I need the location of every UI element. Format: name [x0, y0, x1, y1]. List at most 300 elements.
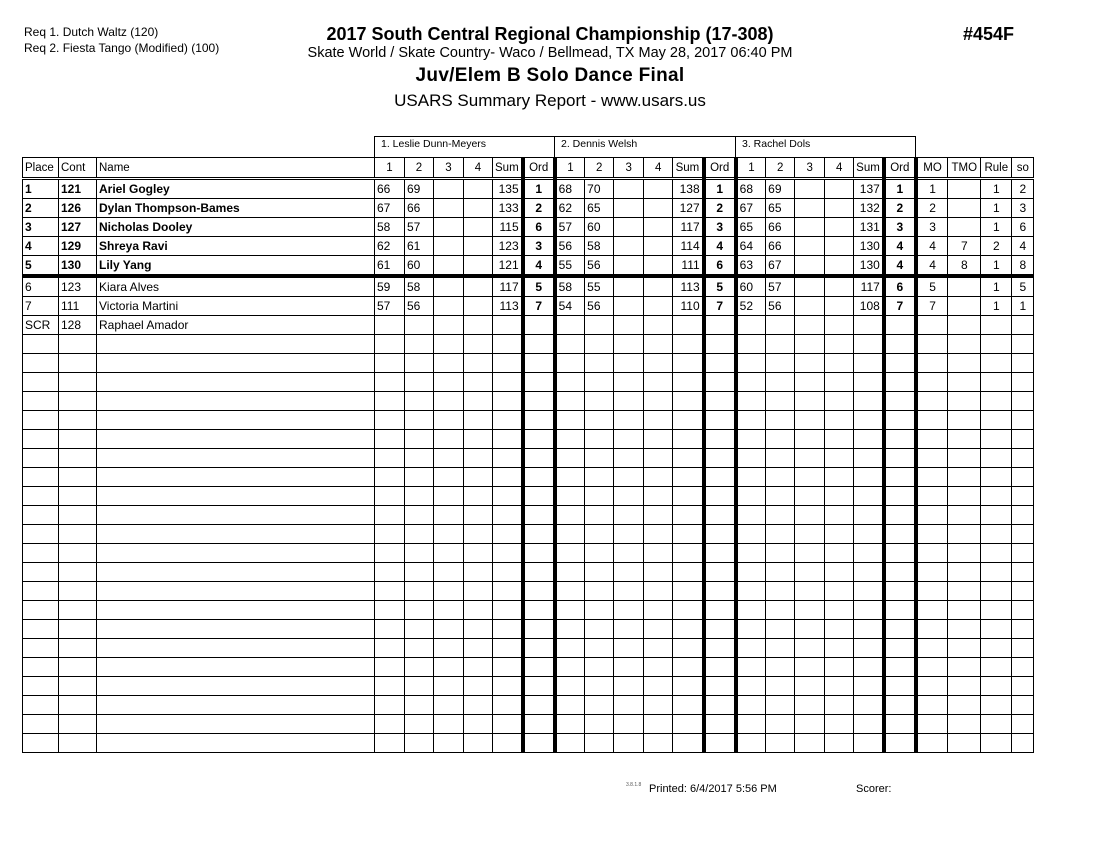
- empty-cell: [555, 411, 585, 430]
- judge-2-sum: [673, 316, 704, 335]
- empty-cell: [704, 544, 736, 563]
- empty-cell: [884, 601, 916, 620]
- empty-cell: [585, 620, 614, 639]
- empty-cell: [916, 354, 948, 373]
- judge-2-score-2: [585, 316, 614, 335]
- empty-cell: [523, 468, 555, 487]
- empty-cell: [555, 582, 585, 601]
- empty-cell: [766, 696, 795, 715]
- empty-cell: [644, 392, 673, 411]
- empty-row: [23, 734, 1034, 753]
- empty-cell: [23, 449, 59, 468]
- empty-cell: [23, 582, 59, 601]
- empty-cell: [614, 639, 644, 658]
- judge-3-score-2: 65: [766, 199, 795, 218]
- empty-cell: [464, 620, 493, 639]
- judge-3-score-2: 67: [766, 256, 795, 277]
- empty-cell: [981, 715, 1012, 734]
- empty-cell: [555, 449, 585, 468]
- col-j1-s3: 3: [434, 158, 464, 179]
- empty-cell: [493, 658, 523, 677]
- empty-cell: [59, 601, 97, 620]
- judge-3-score-4: [825, 256, 854, 277]
- empty-row: [23, 563, 1034, 582]
- empty-cell: [825, 487, 854, 506]
- empty-cell: [884, 392, 916, 411]
- empty-cell: [704, 601, 736, 620]
- empty-cell: [614, 335, 644, 354]
- empty-cell: [614, 601, 644, 620]
- empty-cell: [59, 468, 97, 487]
- mo-cell: 4: [916, 256, 948, 277]
- empty-cell: [523, 354, 555, 373]
- judge-3-score-2: 66: [766, 218, 795, 237]
- empty-cell: [585, 601, 614, 620]
- judge-3-score-3: [795, 297, 825, 316]
- judge-3-score-3: [795, 276, 825, 297]
- col-j3-s3: 3: [795, 158, 825, 179]
- mo-cell: 4: [916, 237, 948, 256]
- empty-cell: [434, 430, 464, 449]
- empty-cell: [585, 639, 614, 658]
- so-cell: 6: [1012, 218, 1034, 237]
- empty-cell: [948, 506, 981, 525]
- judge-2-ordinal: 3: [704, 218, 736, 237]
- empty-cell: [405, 601, 434, 620]
- empty-cell: [59, 734, 97, 753]
- empty-cell: [644, 601, 673, 620]
- empty-cell: [97, 335, 375, 354]
- empty-cell: [434, 335, 464, 354]
- empty-cell: [464, 487, 493, 506]
- empty-cell: [464, 430, 493, 449]
- empty-cell: [493, 620, 523, 639]
- empty-cell: [23, 411, 59, 430]
- judge-1-ordinal: 1: [523, 179, 555, 199]
- empty-cell: [405, 335, 434, 354]
- empty-cell: [464, 354, 493, 373]
- empty-cell: [916, 563, 948, 582]
- judge-3-score-1: 67: [736, 199, 766, 218]
- empty-cell: [854, 449, 884, 468]
- empty-cell: [585, 677, 614, 696]
- empty-cell: [97, 392, 375, 411]
- empty-cell: [884, 715, 916, 734]
- judge-3-score-3: [795, 199, 825, 218]
- judge-3-sum: 132: [854, 199, 884, 218]
- judge-3-sum: 130: [854, 256, 884, 277]
- empty-cell: [555, 601, 585, 620]
- empty-cell: [614, 506, 644, 525]
- empty-cell: [614, 354, 644, 373]
- empty-cell: [59, 696, 97, 715]
- judge-3-header: 3. Rachel Dols: [735, 136, 916, 157]
- empty-cell: [614, 430, 644, 449]
- judge-2-sum: 110: [673, 297, 704, 316]
- judge-1-score-4: [464, 316, 493, 335]
- empty-cell: [884, 544, 916, 563]
- empty-cell: [97, 468, 375, 487]
- empty-cell: [464, 658, 493, 677]
- empty-cell: [948, 582, 981, 601]
- so-cell: 1: [1012, 297, 1034, 316]
- col-j2-s2: 2: [585, 158, 614, 179]
- table-row: [23, 316, 1034, 335]
- col-j2-sum: Sum: [673, 158, 704, 179]
- empty-cell: [854, 392, 884, 411]
- empty-cell: [916, 525, 948, 544]
- rule-cell: 1: [981, 276, 1012, 297]
- empty-cell: [23, 430, 59, 449]
- so-cell: [1012, 316, 1034, 335]
- empty-cell: [884, 620, 916, 639]
- judge-3-score-4: [825, 276, 854, 297]
- empty-cell: [375, 373, 405, 392]
- judge-2-sum: 138: [673, 179, 704, 199]
- empty-cell: [948, 544, 981, 563]
- empty-cell: [493, 582, 523, 601]
- empty-cell: [555, 430, 585, 449]
- empty-cell: [1012, 658, 1034, 677]
- empty-cell: [948, 620, 981, 639]
- empty-cell: [981, 734, 1012, 753]
- empty-cell: [405, 582, 434, 601]
- empty-cell: [523, 658, 555, 677]
- empty-row: [23, 677, 1034, 696]
- empty-cell: [585, 487, 614, 506]
- empty-cell: [59, 563, 97, 582]
- empty-cell: [704, 525, 736, 544]
- judge-2-score-2: 55: [585, 276, 614, 297]
- judge-3-score-4: [825, 316, 854, 335]
- empty-cell: [795, 392, 825, 411]
- empty-cell: [59, 544, 97, 563]
- empty-cell: [916, 449, 948, 468]
- empty-cell: [795, 582, 825, 601]
- mo-cell: 1: [916, 179, 948, 199]
- empty-cell: [854, 525, 884, 544]
- empty-cell: [23, 696, 59, 715]
- empty-cell: [981, 430, 1012, 449]
- empty-cell: [59, 677, 97, 696]
- empty-cell: [644, 563, 673, 582]
- empty-cell: [555, 620, 585, 639]
- empty-cell: [884, 335, 916, 354]
- empty-cell: [825, 715, 854, 734]
- empty-cell: [97, 620, 375, 639]
- empty-cell: [825, 601, 854, 620]
- empty-cell: [405, 449, 434, 468]
- empty-cell: [23, 715, 59, 734]
- empty-cell: [614, 373, 644, 392]
- tmo-cell: [948, 316, 981, 335]
- empty-cell: [405, 563, 434, 582]
- empty-cell: [1012, 392, 1034, 411]
- empty-cell: [375, 525, 405, 544]
- empty-cell: [854, 544, 884, 563]
- col-j1-s2: 2: [405, 158, 434, 179]
- judge-1-score-4: [464, 237, 493, 256]
- empty-cell: [825, 335, 854, 354]
- judge-1-ordinal: 2: [523, 199, 555, 218]
- empty-cell: [644, 582, 673, 601]
- empty-cell: [766, 487, 795, 506]
- judge-2-score-4: [644, 256, 673, 277]
- judge-1-score-2: 60: [405, 256, 434, 277]
- empty-cell: [854, 601, 884, 620]
- empty-cell: [464, 449, 493, 468]
- empty-cell: [614, 734, 644, 753]
- judge-1-ordinal: 3: [523, 237, 555, 256]
- empty-cell: [555, 734, 585, 753]
- empty-cell: [405, 544, 434, 563]
- empty-cell: [981, 544, 1012, 563]
- rule-cell: [981, 316, 1012, 335]
- empty-row: [23, 715, 1034, 734]
- judge-2-score-4: [644, 297, 673, 316]
- empty-cell: [854, 734, 884, 753]
- empty-cell: [23, 544, 59, 563]
- empty-cell: [585, 449, 614, 468]
- empty-cell: [736, 582, 766, 601]
- empty-cell: [614, 620, 644, 639]
- empty-cell: [766, 658, 795, 677]
- empty-cell: [916, 677, 948, 696]
- empty-cell: [704, 658, 736, 677]
- name-cell: Nicholas Dooley: [97, 218, 375, 237]
- judge-2-ordinal: [704, 316, 736, 335]
- empty-cell: [644, 335, 673, 354]
- empty-cell: [434, 525, 464, 544]
- judge-1-score-1: 59: [375, 276, 405, 297]
- judge-1-ordinal: 4: [523, 256, 555, 277]
- empty-cell: [375, 354, 405, 373]
- empty-cell: [614, 468, 644, 487]
- empty-cell: [825, 620, 854, 639]
- empty-cell: [736, 468, 766, 487]
- empty-cell: [948, 335, 981, 354]
- empty-cell: [916, 639, 948, 658]
- empty-cell: [644, 354, 673, 373]
- empty-cell: [981, 601, 1012, 620]
- table-row: [23, 297, 1034, 316]
- empty-cell: [795, 601, 825, 620]
- empty-cell: [736, 658, 766, 677]
- empty-cell: [434, 563, 464, 582]
- empty-cell: [644, 506, 673, 525]
- empty-cell: [1012, 506, 1034, 525]
- empty-cell: [673, 430, 704, 449]
- empty-cell: [523, 392, 555, 411]
- judge-3-score-4: [825, 199, 854, 218]
- printed-timestamp: Printed: 6/4/2017 5:56 PM: [649, 783, 777, 795]
- empty-cell: [884, 487, 916, 506]
- empty-cell: [981, 392, 1012, 411]
- empty-cell: [1012, 601, 1034, 620]
- col-place: Place: [23, 158, 59, 179]
- empty-cell: [464, 506, 493, 525]
- judge-3-score-2: [766, 316, 795, 335]
- judge-1-header: 1. Leslie Dunn-Meyers: [374, 136, 555, 157]
- so-cell: 3: [1012, 199, 1034, 218]
- empty-cell: [795, 468, 825, 487]
- empty-cell: [585, 525, 614, 544]
- empty-cell: [405, 734, 434, 753]
- judge-1-sum: [493, 316, 523, 335]
- empty-cell: [981, 696, 1012, 715]
- empty-cell: [493, 563, 523, 582]
- empty-cell: [884, 468, 916, 487]
- empty-cell: [555, 658, 585, 677]
- empty-cell: [405, 354, 434, 373]
- empty-cell: [97, 677, 375, 696]
- empty-cell: [1012, 582, 1034, 601]
- empty-cell: [523, 525, 555, 544]
- empty-cell: [948, 563, 981, 582]
- empty-cell: [493, 696, 523, 715]
- place-cell: 1: [23, 179, 59, 199]
- empty-cell: [704, 677, 736, 696]
- judge-3-score-1: 63: [736, 256, 766, 277]
- empty-cell: [766, 715, 795, 734]
- empty-cell: [854, 563, 884, 582]
- place-cell: 2: [23, 199, 59, 218]
- empty-cell: [1012, 335, 1034, 354]
- empty-cell: [375, 487, 405, 506]
- empty-cell: [795, 506, 825, 525]
- empty-cell: [375, 468, 405, 487]
- empty-cell: [375, 430, 405, 449]
- empty-cell: [704, 373, 736, 392]
- empty-cell: [23, 639, 59, 658]
- judge-1-sum: 133: [493, 199, 523, 218]
- judge-2-ordinal: 7: [704, 297, 736, 316]
- empty-cell: [884, 354, 916, 373]
- cont-cell: 128: [59, 316, 97, 335]
- empty-cell: [981, 677, 1012, 696]
- judge-1-score-3: [434, 297, 464, 316]
- empty-cell: [523, 506, 555, 525]
- empty-cell: [704, 734, 736, 753]
- empty-cell: [614, 487, 644, 506]
- empty-cell: [825, 677, 854, 696]
- empty-cell: [405, 468, 434, 487]
- empty-cell: [614, 392, 644, 411]
- judge-2-ordinal: 4: [704, 237, 736, 256]
- empty-cell: [766, 563, 795, 582]
- empty-cell: [916, 411, 948, 430]
- empty-cell: [825, 411, 854, 430]
- empty-cell: [825, 506, 854, 525]
- empty-cell: [916, 601, 948, 620]
- name-cell: Raphael Amador: [97, 316, 375, 335]
- empty-cell: [555, 696, 585, 715]
- empty-cell: [434, 373, 464, 392]
- empty-cell: [948, 430, 981, 449]
- empty-cell: [673, 734, 704, 753]
- tmo-cell: [948, 218, 981, 237]
- empty-cell: [493, 411, 523, 430]
- empty-cell: [585, 468, 614, 487]
- cont-cell: 121: [59, 179, 97, 199]
- empty-cell: [673, 392, 704, 411]
- empty-cell: [948, 487, 981, 506]
- col-j1-sum: Sum: [493, 158, 523, 179]
- empty-cell: [523, 411, 555, 430]
- empty-cell: [766, 430, 795, 449]
- empty-cell: [405, 525, 434, 544]
- empty-cell: [825, 525, 854, 544]
- judge-3-score-2: 66: [766, 237, 795, 256]
- empty-cell: [523, 696, 555, 715]
- judge-1-score-2: 56: [405, 297, 434, 316]
- empty-cell: [59, 373, 97, 392]
- empty-cell: [704, 468, 736, 487]
- judge-2-score-2: 56: [585, 256, 614, 277]
- judge-2-score-4: [644, 179, 673, 199]
- empty-cell: [884, 582, 916, 601]
- empty-cell: [644, 544, 673, 563]
- judge-2-score-1: 57: [555, 218, 585, 237]
- empty-cell: [1012, 715, 1034, 734]
- empty-cell: [523, 734, 555, 753]
- empty-cell: [948, 373, 981, 392]
- empty-cell: [59, 430, 97, 449]
- empty-row: [23, 411, 1034, 430]
- col-j3-ord: Ord: [884, 158, 916, 179]
- empty-cell: [644, 525, 673, 544]
- empty-cell: [464, 582, 493, 601]
- table-row: [23, 199, 1034, 218]
- empty-cell: [981, 525, 1012, 544]
- empty-cell: [59, 639, 97, 658]
- empty-cell: [948, 449, 981, 468]
- col-j3-sum: Sum: [854, 158, 884, 179]
- empty-cell: [736, 525, 766, 544]
- empty-cell: [555, 354, 585, 373]
- empty-cell: [795, 525, 825, 544]
- judge-1-score-1: 66: [375, 179, 405, 199]
- empty-cell: [795, 449, 825, 468]
- judge-3-ordinal: 7: [884, 297, 916, 316]
- empty-row: [23, 430, 1034, 449]
- empty-cell: [673, 582, 704, 601]
- empty-cell: [948, 468, 981, 487]
- judge-2-score-2: 60: [585, 218, 614, 237]
- empty-cell: [948, 354, 981, 373]
- empty-cell: [97, 449, 375, 468]
- empty-cell: [23, 601, 59, 620]
- empty-cell: [795, 430, 825, 449]
- empty-cell: [981, 563, 1012, 582]
- empty-cell: [585, 544, 614, 563]
- empty-cell: [673, 677, 704, 696]
- empty-cell: [585, 563, 614, 582]
- judge-2-score-3: [614, 199, 644, 218]
- empty-cell: [644, 734, 673, 753]
- empty-cell: [981, 373, 1012, 392]
- empty-cell: [673, 544, 704, 563]
- col-cont: Cont: [59, 158, 97, 179]
- empty-cell: [405, 506, 434, 525]
- empty-cell: [795, 696, 825, 715]
- judge-1-score-1: [375, 316, 405, 335]
- empty-cell: [795, 639, 825, 658]
- judge-1-score-2: 61: [405, 237, 434, 256]
- competition-title: 2017 South Central Regional Championship (17-308): [326, 24, 774, 44]
- empty-cell: [493, 430, 523, 449]
- judge-3-sum: 131: [854, 218, 884, 237]
